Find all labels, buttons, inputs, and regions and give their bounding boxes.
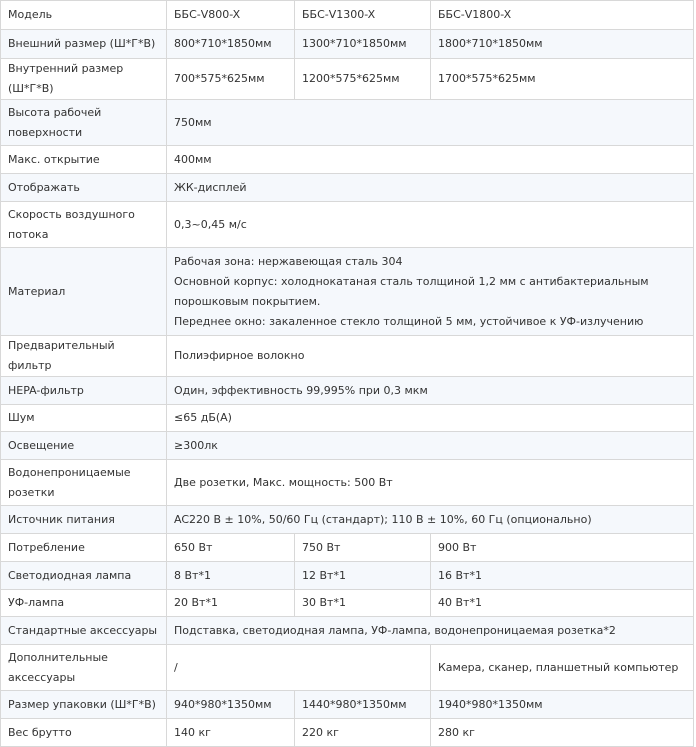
row-label: Скорость воздушного потока [1,202,167,248]
cell-value: Камера, сканер, планшетный компьютер [431,645,694,691]
row-material [1,248,694,336]
row-label: Светодиодная лампа [1,562,167,590]
row-consumption [1,534,694,562]
row-sockets [1,460,694,506]
cell-value: 8 Вт*1 [167,562,295,590]
cell-value: 220 кг [295,719,431,747]
cell-value: 800*710*1850мм [167,30,295,59]
row-label: HEPA-фильтр [1,377,167,405]
cell-value: 700*575*625мм [167,59,295,100]
row-airflow [1,202,694,248]
cell-value: 750мм [167,100,694,146]
cell-value: ≥300лк [167,432,694,460]
row-display [1,174,694,202]
model-v800: ББС-V800-X [167,1,295,30]
material-line-front-window: Переднее окно: закаленное стекло толщиной 5 мм, устойчивое к УФ-излучению [174,314,644,328]
row-gross-weight [1,719,694,747]
material-line-work-zone: Рабочая зона: нержавеющая сталь 304 [174,254,403,268]
row-label: Макс. открытие [1,146,167,174]
row-label: Материал [1,248,167,336]
row-label: Высота рабочей поверхности [1,100,167,146]
row-work-height [1,100,694,146]
row-led-lamp [1,562,694,590]
model-v1300: ББС-V1300-X [295,1,431,30]
cell-value: AC220 В ± 10%, 50/60 Гц (стандарт); 110 В ± 10%, 60 Гц (опционально) [167,506,694,534]
row-noise [1,405,694,432]
row-package-size [1,691,694,719]
model-v1800: ББС-V1800-X [431,1,694,30]
cell-value: 140 кг [167,719,295,747]
row-label: Внешний размер (Ш*Г*В) [1,30,167,59]
cell-value: ЖК-дисплей [167,174,694,202]
cell-value: ≤65 дБ(А) [167,405,694,432]
row-prefilter [1,336,694,377]
cell-value: 1200*575*625мм [295,59,431,100]
row-label: Отображать [1,174,167,202]
row-label: Потребление [1,534,167,562]
row-max-opening [1,146,694,174]
row-label: Источник питания [1,506,167,534]
row-hepa [1,377,694,405]
row-uv-lamp [1,590,694,617]
cell-value: 1940*980*1350мм [431,691,694,719]
row-label: Освещение [1,432,167,460]
cell-value: Полиэфирное волокно [167,336,694,377]
cell-value: 1440*980*1350мм [295,691,431,719]
cell-value: Подставка, светодиодная лампа, УФ-лампа, водонепроницаемая розетка*2 [167,617,694,645]
row-lighting [1,432,694,460]
cell-value: 12 Вт*1 [295,562,431,590]
row-label: Модель [1,1,167,30]
material-line-body: Основной корпус: холоднокатаная сталь толщиной 1,2 мм с антибактериальным порошковым покрытием. [174,274,649,308]
row-label: Предварительный фильтр [1,336,167,377]
row-power-source [1,506,694,534]
cell-value: 40 Вт*1 [431,590,694,617]
cell-value: 900 Вт [431,534,694,562]
cell-value: 400мм [167,146,694,174]
row-outer-size [1,30,694,59]
cell-value: 280 кг [431,719,694,747]
cell-value: Один, эффективность 99,995% при 0,3 мкм [167,377,694,405]
cell-value: 1800*710*1850мм [431,30,694,59]
row-inner-size [1,59,694,100]
cell-value: / [167,645,431,691]
cell-value: 1300*710*1850мм [295,30,431,59]
cell-value: 650 Вт [167,534,295,562]
cell-value: 1700*575*625мм [431,59,694,100]
row-label: Вес брутто [1,719,167,747]
row-label: Стандартные аксессуары [1,617,167,645]
row-label: Водонепроницаемые розетки [1,460,167,506]
cell-value: 16 Вт*1 [431,562,694,590]
cell-value: 750 Вт [295,534,431,562]
cell-value: 940*980*1350мм [167,691,295,719]
cell-value: 20 Вт*1 [167,590,295,617]
row-std-accessories [1,617,694,645]
row-opt-accessories [1,645,694,691]
cell-value: Две розетки, Макс. мощность: 500 Вт [167,460,694,506]
row-label: Внутренний размер (Ш*Г*В) [1,59,167,100]
row-label: Шум [1,405,167,432]
cell-value: 30 Вт*1 [295,590,431,617]
row-label: Размер упаковки (Ш*Г*В) [1,691,167,719]
material-cell [167,248,694,336]
row-label: Дополнительные аксессуары [1,645,167,691]
row-model [1,1,694,30]
cell-value: 0,3~0,45 м/с [167,202,694,248]
row-label: УФ-лампа [1,590,167,617]
